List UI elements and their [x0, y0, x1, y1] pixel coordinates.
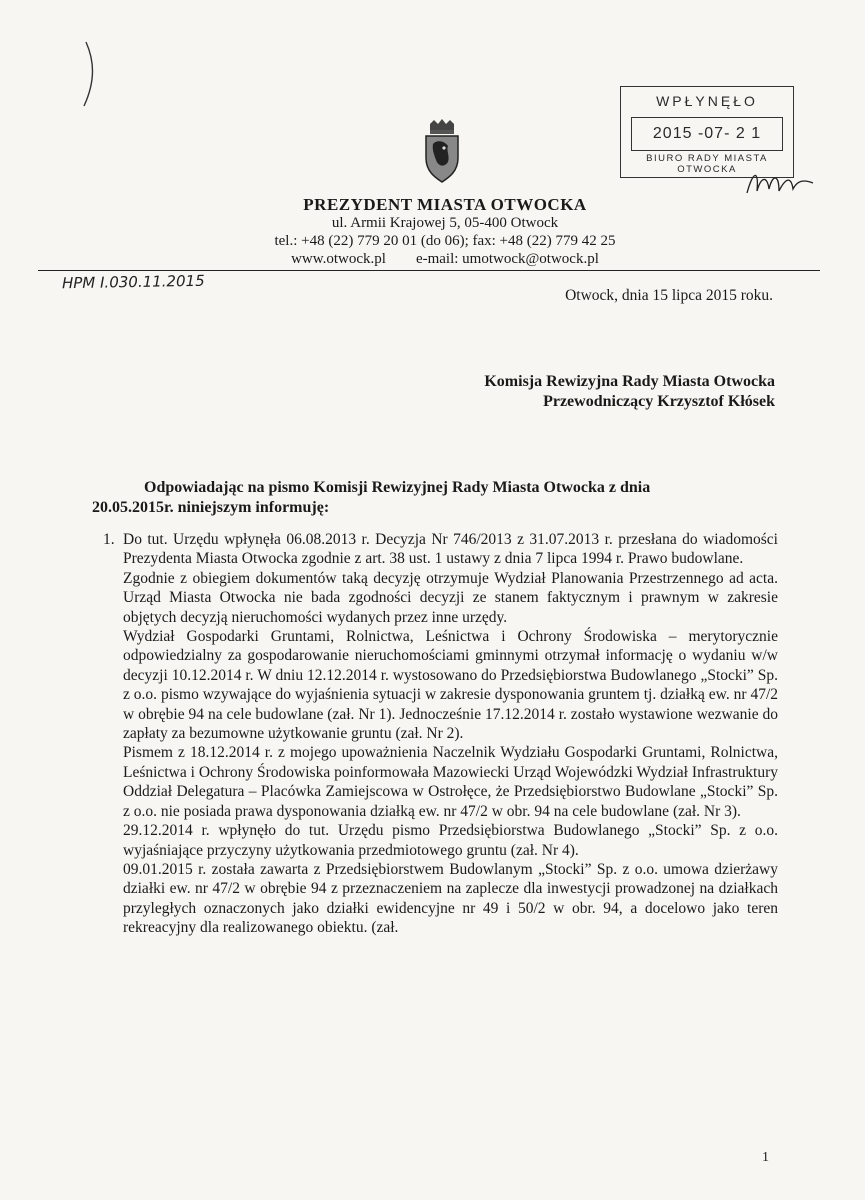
paragraph: 29.12.2014 r. wpłynęło do tut. Urzędu pismo Przedsiębiorstwa Budowlanego „Stocki” Sp. z o.o. wyjaśniające przyczyny użytkowania przedmiotowego gruntu (zał. Nr 4). [123, 822, 778, 859]
signature-icon [745, 165, 815, 201]
header-divider [38, 270, 820, 271]
stamp-date: 2015 -07- 2 1 [631, 117, 783, 151]
recipient-line1: Komisja Rewizyjna Rady Miasta Otwocka [484, 373, 775, 390]
page-number: 1 [762, 1150, 769, 1165]
stamp-office-line2: OTWOCKA [677, 164, 737, 175]
intro-line1: Odpowiadając na pismo Komisji Rewizyjnej Rady Miasta Otwocka z dnia [144, 479, 651, 496]
letter-body [103, 530, 778, 938]
letterhead-title: PREZYDENT MIASTA OTWOCKA [303, 195, 587, 214]
paragraph: 09.01.2015 r. została zawarta z Przedsiębiorstwem Budowlanym „Stocki” Sp. z o.o. umowa dzierżawy działki ew. nr 47/2 w obrębie 94 z przeznaczeniem na zaplecze dla inwestycji prowadzonej na działkach przyległych oznaczonych jako działki ewidencyjne nr 49 i 50/2 w obr. 94, a docelowo jako teren rekreacyjny dla realizowanego obiektu. (zał. [123, 860, 778, 937]
letterhead-address: ul. Armii Krajowej 5, 05-400 Otwock [331, 215, 559, 231]
letterhead-web-email: www.otwock.pl e-mail: umotwock@otwock.pl [291, 251, 599, 267]
stamp-title: WPŁYNĘŁO [656, 93, 758, 109]
list-item-text [123, 530, 778, 938]
recipient-block [484, 372, 775, 412]
intro-paragraph [92, 478, 778, 518]
list-item [103, 530, 778, 938]
letterhead-phone: tel.: +48 (22) 779 20 01 (do 06); fax: +48 (22) 779 42 25 [274, 233, 616, 249]
paragraph: Pismem z 18.12.2014 r. z mojego upoważnienia Naczelnik Wydziału Gospodarki Gruntami, Rolnictwa, Leśnictwa i Ochrony Środowiska poinformowała Mazowiecki Urząd Wojewódzki Wydział Infrastruktury Oddział Delegatura – Placówka Zamiejscowa w Ostrołęce, że Przedsiębiorstwo Budowlane „Stocki” Sp. z o.o. nie posiada prawa dysponowania działką ew. nr 47/2 w obr. 94 na cele budowlane (zał. Nr 3). [123, 744, 778, 820]
paragraph: Do tut. Urzędu wpłynęła 06.08.2013 r. Decyzja Nr 746/2013 z 31.07.2013 r. przesłana do wiadomości Prezydenta Miasta Otwocka zgodnie z art. 38 ust. 1 ustawy z dnia 7 lipca 1994 r. Prawo budowlane. [123, 531, 778, 568]
list-item-number: 1. [103, 531, 115, 548]
letter-date: Otwock, dnia 15 lipca 2015 roku. [565, 287, 773, 304]
intro-line2: 20.05.2015r. niniejszym informuję: [92, 499, 330, 516]
paragraph: Wydział Gospodarki Gruntami, Rolnictwa, Leśnictwa i Ochrony Środowiska – merytorycznie odpowiedzialny za gospodarowanie nieruchomościami gminnymi otrzymał informację o wydaniu w/w decyzji 10.12.2014 r. W dniu 12.12.2014 r. wystosowano do Przedsiębiorstwa Budowlanego „Stocki” Sp. z o.o. pismo wzywające do wyjaśnienia sytuacji w zakresie dysponowania gruntem tj. działką ew. nr 47/2 w obrębie 94 na cele budowlane (zał. Nr 1). Jednocześnie 17.12.2014 r. zostało wystawione wezwanie do zapłaty za bezumowne użytkowanie gruntu (zał. Nr 2). [123, 628, 778, 743]
reference-number: HPM I.030.11.2015 [61, 271, 205, 293]
stamp-office-line1: BIURO RADY MIASTA [646, 153, 768, 164]
paragraph: Zgodnie z obiegiem dokumentów taką decyzję otrzymuje Wydział Planowania Przestrzennego ad acta. Urząd Miasta Otwocka nie bada zgodności decyzji ze stanem faktycznym i prawnym w zakresie objętych decyzją nieruchomości wydanych przez inne urzędy. [123, 569, 778, 626]
letterhead [200, 196, 690, 268]
city-crest-icon [420, 118, 464, 184]
recipient-line2: Przewodniczący Krzysztof Kłósek [543, 393, 775, 410]
pen-mark-icon [80, 40, 100, 110]
